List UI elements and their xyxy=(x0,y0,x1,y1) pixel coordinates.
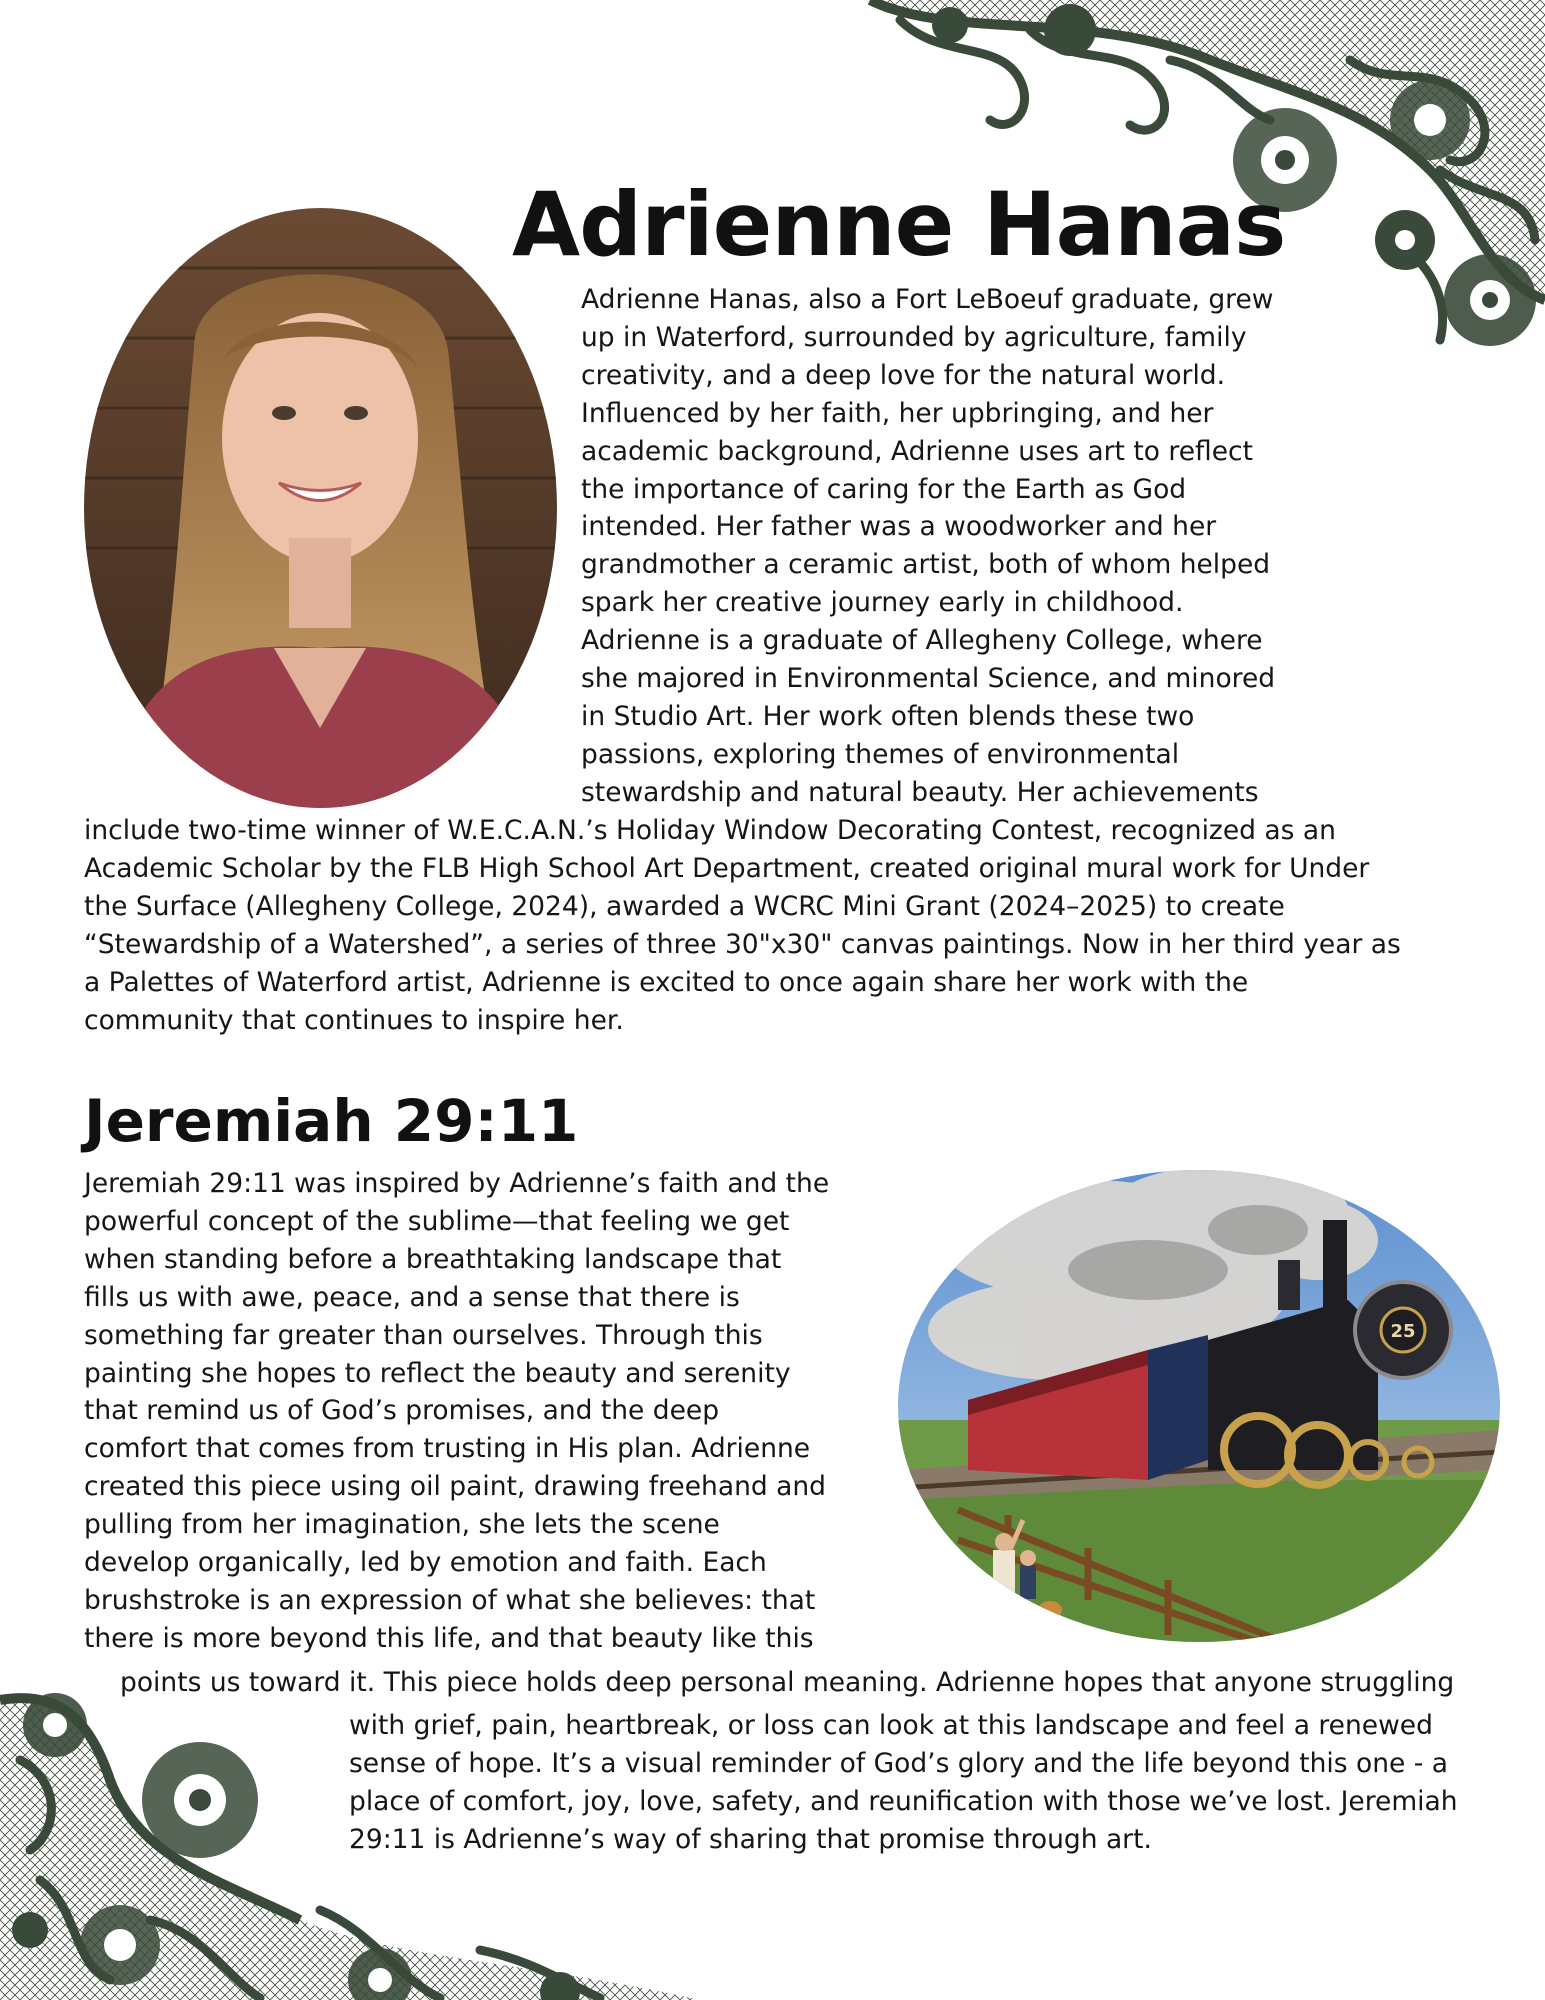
desc-line: sense of hope. It’s a visual reminder of God’s glory and the life beyond this one - a xyxy=(349,1747,1448,1779)
bio-line: passions, exploring themes of environmental xyxy=(581,738,1180,770)
desc-line: pulling from her imagination, she lets the scene xyxy=(84,1509,720,1541)
bio-line: the importance of caring for the Earth as God xyxy=(581,473,1187,505)
bio-line: community that continues to inspire her. xyxy=(84,1004,624,1036)
desc-line: when standing before a breathtaking landscape that xyxy=(84,1243,782,1275)
artwork-painting-image xyxy=(898,1170,1500,1642)
desc-line: powerful concept of the sublime—that feeling we get xyxy=(84,1205,790,1237)
desc-line: comfort that comes from trusting in His plan. Adrienne xyxy=(84,1433,811,1465)
desc-line: created this piece using oil paint, drawing freehand and xyxy=(84,1471,826,1503)
desc-line: 29:11 is Adrienne’s way of sharing that promise through art. xyxy=(349,1823,1152,1855)
desc-line: there is more beyond this life, and that beauty like this xyxy=(84,1622,814,1654)
bio-line: academic background, Adrienne uses art to reflect xyxy=(581,435,1253,467)
bio-line: grandmother a ceramic artist, both of whom helped xyxy=(581,549,1271,581)
artist-bio-full xyxy=(84,812,1401,1039)
desc-line: develop organically, led by emotion and faith. Each xyxy=(84,1547,767,1579)
bio-line: stewardship and natural beauty. Her achievements xyxy=(581,776,1259,808)
artist-name-title: Adrienne Hanas xyxy=(512,173,1286,276)
desc-line: that remind us of God’s promises, and the deep xyxy=(84,1395,720,1427)
artwork-description-right xyxy=(349,1707,1458,1859)
desc-line: place of comfort, joy, love, safety, and reunification with those we’ve lost. Jeremiah xyxy=(349,1785,1458,1817)
bio-line: include two-time winner of W.E.C.A.N.’s Holiday Window Decorating Contest, recognized as an xyxy=(84,815,1336,846)
bio-line: Adrienne is a graduate of Allegheny College, where xyxy=(581,625,1263,657)
bio-line: Adrienne Hanas, also a Fort LeBoeuf graduate, grew xyxy=(581,284,1274,315)
artwork-title: Jeremiah 29:11 xyxy=(84,1087,579,1155)
bio-line: she majored in Environmental Science, and minored xyxy=(581,663,1276,695)
locomotive-number: 25 xyxy=(1390,1321,1416,1342)
artist-portrait-photo xyxy=(84,208,557,808)
bio-line: Influenced by her faith, her upbringing, and her xyxy=(581,397,1214,429)
artwork-description-left xyxy=(84,1165,829,1658)
desc-line: fills us with awe, peace, and a sense that there is xyxy=(84,1281,740,1313)
bio-line: in Studio Art. Her work often blends these two xyxy=(581,700,1195,732)
desc-line: brushstroke is an expression of what she believes: that xyxy=(84,1584,816,1616)
bio-line: creativity, and a deep love for the natural world. xyxy=(581,359,1226,391)
desc-line: something far greater than ourselves. Through this xyxy=(84,1319,763,1351)
bio-line: Academic Scholar by the FLB High School Art Department, created original mural work for Under xyxy=(84,852,1370,884)
bio-line: intended. Her father was a woodworker and her xyxy=(581,511,1217,543)
artist-bio-wrapped xyxy=(581,281,1275,812)
desc-line: with grief, pain, heartbreak, or loss can look at this landscape and feel a renewed xyxy=(349,1710,1433,1741)
bio-line: spark her creative journey early in childhood. xyxy=(581,587,1184,619)
bio-line: the Surface (Allegheny College, 2024), awarded a WCRC Mini Grant (2024–2025) to create xyxy=(84,890,1285,922)
bio-line: “Stewardship of a Watershed”, a series of three 30"x30" canvas paintings. Now in her third year as xyxy=(84,928,1401,960)
artwork-description-wide xyxy=(120,1664,1454,1702)
desc-line: points us toward it. This piece holds deep personal meaning. Adrienne hopes that anyone struggling xyxy=(120,1667,1455,1698)
desc-line: Jeremiah 29:11 was inspired by Adrienne’s faith and the xyxy=(84,1168,830,1199)
desc-line: painting she hopes to reflect the beauty and serenity xyxy=(84,1357,791,1389)
bio-line: up in Waterford, surrounded by agriculture, family xyxy=(581,321,1247,353)
bio-line: a Palettes of Waterford artist, Adrienne is excited to once again share her work with the xyxy=(84,966,1249,998)
